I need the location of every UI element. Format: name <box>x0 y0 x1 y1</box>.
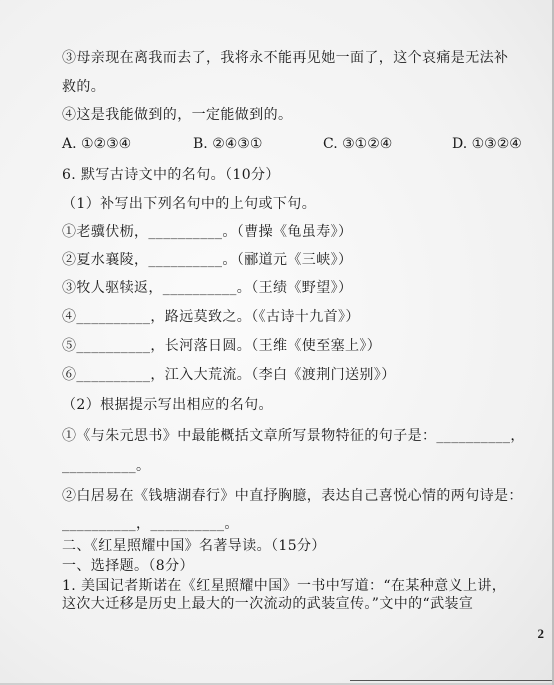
sub-question-heading: （1）补写出下列名句中的上句或下句。 <box>62 196 317 212</box>
section-heading: 二、《红星照耀中国》名著导读。（15分） <box>62 538 326 554</box>
page-number: 2 <box>537 626 544 641</box>
sub-section-heading: 一、选择题。（8分） <box>62 558 194 574</box>
fill-blank-line: ③牧人驱犊返，__________。（王绩《野望》） <box>62 280 353 296</box>
fill-blank-line: ⑥__________，江入大荒流。（李白《渡荆门送别》） <box>62 367 396 383</box>
sub-question-heading: （2）根据提示写出相应的名句。 <box>62 397 273 413</box>
option-a: A. ①②③④ <box>62 136 132 152</box>
fill-blank-line: ①老骥伏枥，__________。（曹操《龟虽寿》） <box>62 224 353 240</box>
fill-blank-line: __________。 <box>62 458 151 474</box>
scan-artifact-line <box>350 680 554 681</box>
text-line: ③母亲现在离我而去了，我将永不能再见她一面了，这个哀痛是无法补 <box>62 50 509 66</box>
fill-blank-line: ①《与朱元思书》中最能概括文章所写景物特征的句子是：__________， <box>62 428 525 444</box>
fill-blank-line: __________，__________。 <box>62 516 239 532</box>
fill-blank-line: ②白居易在《钱塘湖春行》中直抒胸臆，表达自己喜悦心情的两句诗是： <box>62 488 523 504</box>
text-line: ④这是我能做到的，一定能做到的。 <box>62 107 293 123</box>
fill-blank-line: ④__________，路远莫致之。（《古诗十九首》） <box>62 309 360 325</box>
option-d: D. ①③②④ <box>452 136 522 152</box>
question-text: 1. 美国记者斯诺在《红星照耀中国》一书中写道：“在某种意义上讲， <box>62 578 507 594</box>
fill-blank-line: ②夏水襄陵，__________。（郦道元《三峡》） <box>62 252 353 268</box>
option-b: B. ②④③① <box>193 136 263 152</box>
question-text: 这次大迁移是历史上最大的一次流动的武装宣传。”文中的“武装宣 <box>62 596 474 612</box>
fill-blank-line: ⑤__________，长河落日圆。（王维《使至塞上》） <box>62 338 382 354</box>
question-heading: 6. 默写古诗文中的名句。（10分） <box>62 167 280 183</box>
option-c: C. ③①②④ <box>323 136 393 152</box>
text-line: 救的。 <box>62 79 106 95</box>
